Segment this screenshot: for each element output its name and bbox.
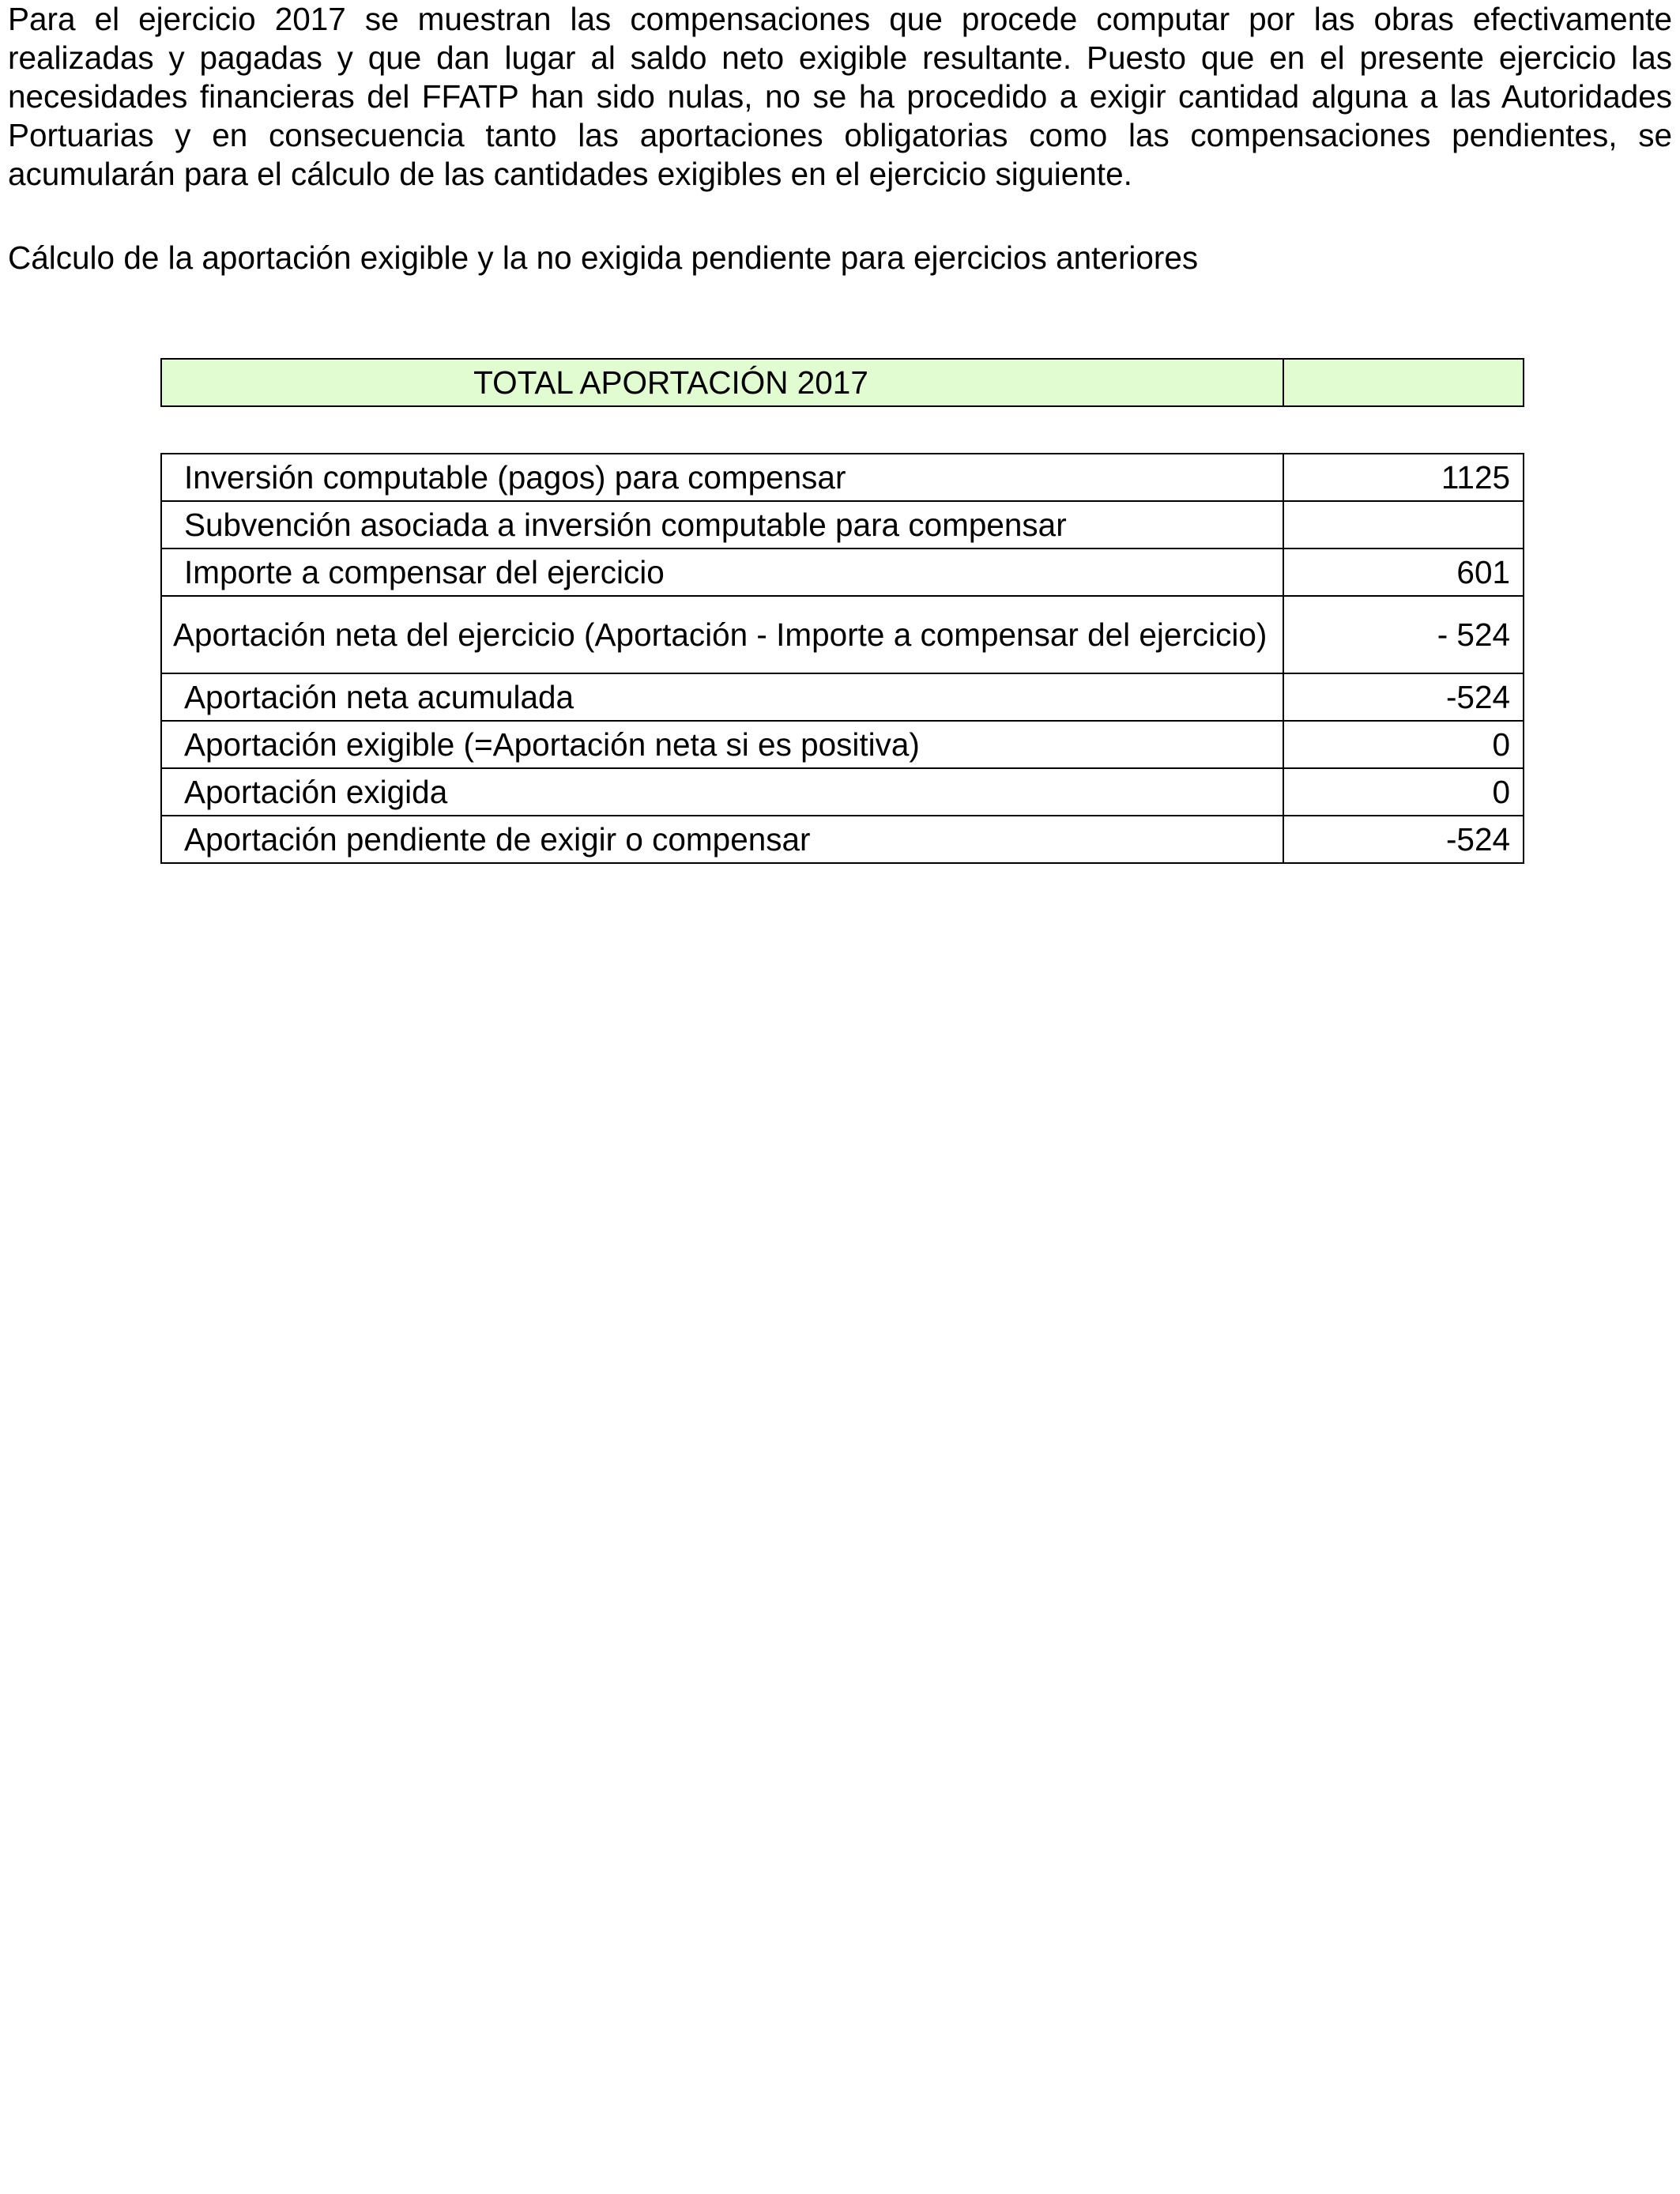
row-label-subvencion-asociada: Subvención asociada a inversión computable para compensar <box>161 501 1283 548</box>
table-row <box>161 721 1524 768</box>
row-value-subvencion-asociada <box>1283 501 1524 548</box>
row-label-aportacion-neta-acumulada: Aportación neta acumulada <box>161 673 1283 721</box>
table-row <box>161 816 1524 863</box>
calculation-table <box>160 453 1524 864</box>
total-aportacion-row <box>161 359 1524 406</box>
row-label-aportacion-exigida: Aportación exigida <box>161 768 1283 816</box>
table-row <box>161 673 1524 721</box>
table-row <box>161 596 1524 673</box>
row-value-importe-compensar: 601 <box>1283 548 1524 596</box>
row-label-aportacion-neta-ejercicio: Aportación neta del ejercicio (Aportación - Importe a compensar del ejercicio) <box>161 596 1283 673</box>
row-label-inversion-computable: Inversión computable (pagos) para compensar <box>161 454 1283 501</box>
row-value-aportacion-pendiente: -524 <box>1283 816 1524 863</box>
row-value-aportacion-exigida: 0 <box>1283 768 1524 816</box>
row-label-aportacion-pendiente: Aportación pendiente de exigir o compensar <box>161 816 1283 863</box>
table-row <box>161 454 1524 501</box>
table-row <box>161 768 1524 816</box>
table-row <box>161 501 1524 548</box>
row-value-aportacion-exigible: 0 <box>1283 721 1524 768</box>
total-aportacion-value <box>1283 359 1524 406</box>
row-value-aportacion-neta-ejercicio: - 524 <box>1283 596 1524 673</box>
table-row <box>161 548 1524 596</box>
section-heading: Cálculo de la aportación exigible y la no exigida pendiente para ejercicios anteriores <box>8 239 1199 276</box>
row-label-importe-compensar: Importe a compensar del ejercicio <box>161 548 1283 596</box>
total-aportacion-title: TOTAL APORTACIÓN 2017 <box>161 359 1283 406</box>
row-value-aportacion-neta-acumulada: -524 <box>1283 673 1524 721</box>
intro-paragraph: Para el ejercicio 2017 se muestran las compensaciones que procede computar por las obras efectivamente realizadas y pagadas y que dan lugar al saldo neto exigible resultante. Puesto que en el presente ejercicio las necesidades financieras del FFATP han sido nulas, no se ha procedido a exigir cantidad alguna a las Autoridades Portuarias y en consecuencia tanto las aportaciones obligatorias como las compensaciones pendientes, se acumularán para el cálculo de las cantidades exigibles en el ejercicio siguiente. <box>8 1 1672 192</box>
row-value-inversion-computable: 1125 <box>1283 454 1524 501</box>
row-label-aportacion-exigible: Aportación exigible (=Aportación neta si es positiva) <box>161 721 1283 768</box>
total-aportacion-table <box>160 358 1524 407</box>
